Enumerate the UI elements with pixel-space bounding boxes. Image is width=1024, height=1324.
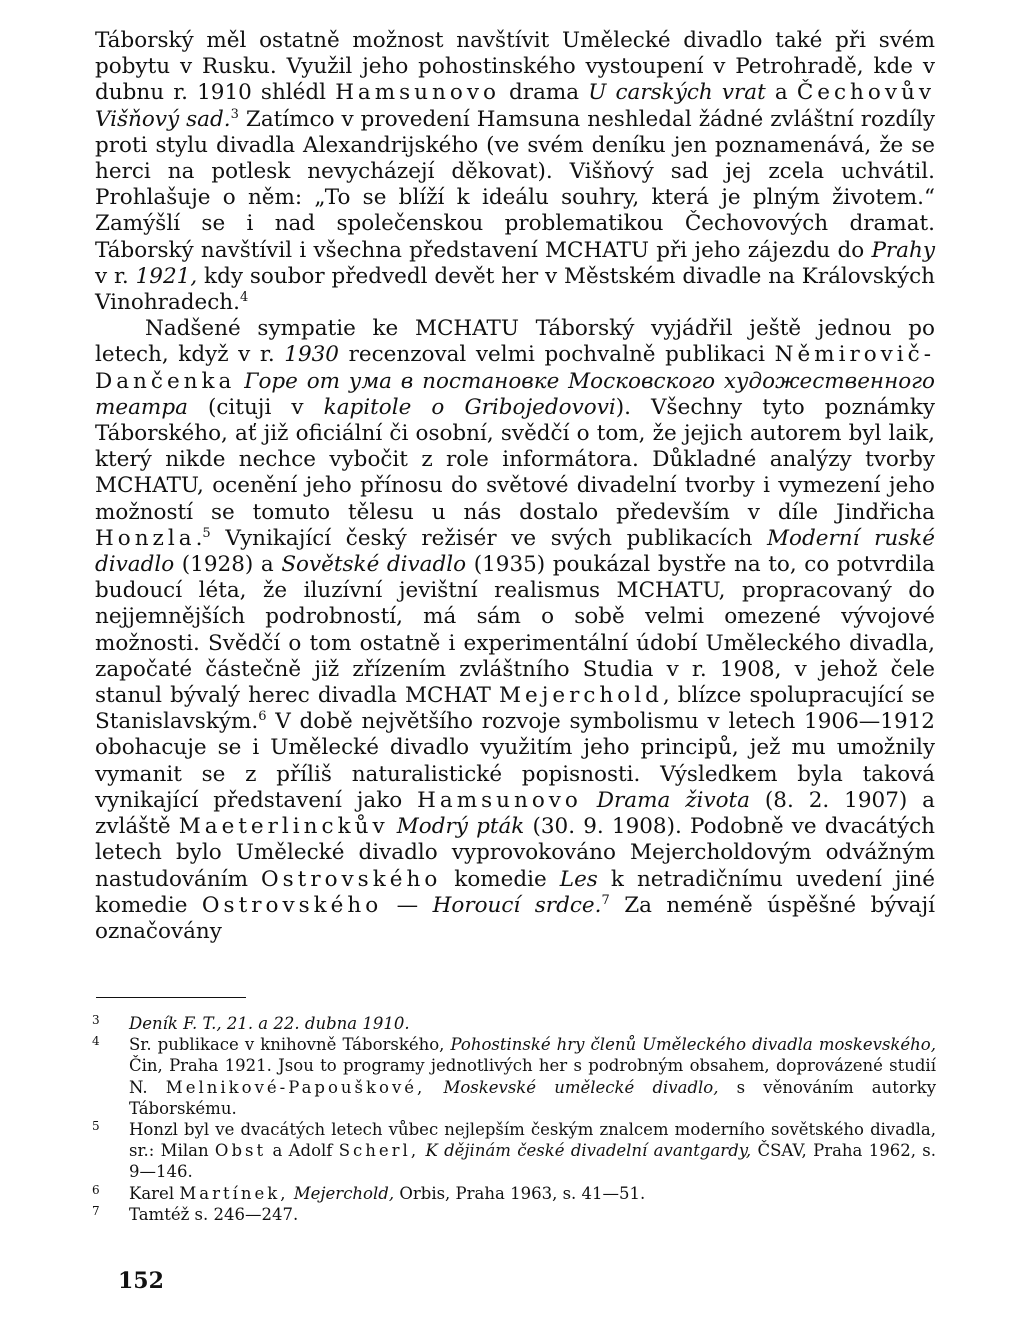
text-run: (8. 2. 1907) a zvláště <box>95 787 935 840</box>
footnote-ref: 3 <box>230 106 239 122</box>
paragraph-2 <box>95 316 935 945</box>
text-run <box>389 814 397 839</box>
footnote-spaced-name: Melnikové-Papouškové, <box>165 1077 426 1097</box>
text-run: ). Všechny tyto poznámky Táborského, ať již oficiální či osobní, svědčí o tom, že jejich autorem byl laik, který nikde nechce vybočit z role informátora. Důkladné analýzy tvorby MCHATU, ocenění jeho přínosu do světové divadelní tvorby i vymezení jeho možností se tomuto tělesu u nás dostalo především v díle Jindřicha <box>95 394 936 525</box>
footnote-number: 5 <box>92 1119 100 1134</box>
text-run: (cituji v <box>187 394 324 420</box>
italic-title: 1921, <box>135 263 198 289</box>
footnote-text: a Adolf <box>266 1141 339 1161</box>
footnote-spaced-name: Obst <box>214 1141 267 1161</box>
italic-title: kapitole o Gribojedovovi <box>323 394 616 420</box>
spaced-name: Ostrovského <box>261 866 442 892</box>
footnote-text: Sr. publikace v knihovně Táborského, <box>129 1035 451 1055</box>
footnote-text: Tamtéž s. 246—247. <box>129 1204 299 1224</box>
footnote-ref: 7 <box>601 892 610 908</box>
text-run: recenzoval velmi pochvalně publikaci <box>338 342 775 368</box>
text-run: V době největšího rozvoje symbolismu v letech 1906—1912 obohacuje se i Umělecké divadlo využitím jeho principů, jež mu umožnily vymanit se z příliš naturalistické popisnosti. Výsledkem byla taková vynikající představení jako <box>95 709 935 813</box>
footnote-italic: Moskevské umělecké divadlo, <box>443 1077 719 1097</box>
spaced-name: Mejerchold <box>498 683 663 709</box>
text-run: Nadšené sympatie ke MCHATU Táborský vyjádřil ještě jednou po letech, když v r. <box>95 316 935 368</box>
page-number: 152 <box>118 1268 164 1294</box>
footnote-6 <box>92 1183 936 1204</box>
footnote-3 <box>92 1013 936 1034</box>
italic-title: Les <box>559 866 598 892</box>
text-run <box>582 788 597 813</box>
footnote-italic: Pohostinské hry členů Uměleckého divadla moskevského, <box>450 1035 936 1055</box>
text-run: (1928) a <box>174 552 282 578</box>
italic-title: Prahy <box>871 237 935 263</box>
footnote-text: Deník F. T., 21. a 22. dubna 1910. <box>129 1014 410 1033</box>
text-run: , blízce spolupracující se Stanislavským. <box>95 683 935 735</box>
italic-title: Drama života <box>596 787 750 813</box>
italic-title: Moderní ruské divadlo <box>95 525 935 578</box>
paragraph-1 <box>95 28 935 316</box>
italic-title: Горе от ума в постановке Московского художественного театра <box>95 368 935 420</box>
text-run: komedie <box>441 866 560 892</box>
footnotes <box>92 1013 936 1225</box>
text-run: drama <box>499 80 589 106</box>
footnote-ref: 6 <box>258 709 267 725</box>
footnote-spaced-name: Scherl, <box>338 1141 420 1161</box>
text-run: k netradičnímu uvedení jiné komedie <box>95 866 935 918</box>
text-run: (30. 9. 1908). Podobně ve dvacátých letech bylo Umělecké divadlo vyprovokováno Mejercholdovým odvážným nastudováním <box>95 814 936 892</box>
italic-title: Sovětské divadlo <box>281 552 467 578</box>
text-run <box>235 369 244 394</box>
footnote-text: s věnováním autorky Táborskému. <box>129 1077 937 1118</box>
footnote-number: 6 <box>92 1182 100 1197</box>
spaced-name: Honzla <box>95 525 196 551</box>
footnote-ref: 4 <box>239 289 249 305</box>
text-run: . <box>195 525 203 551</box>
footnote-4 <box>92 1034 936 1119</box>
footnote-divider <box>96 997 246 998</box>
footnote-italic: K dějinám české divadelní avantgardy, <box>425 1141 752 1161</box>
spaced-name: Hamsunovo <box>335 80 500 106</box>
spaced-name: Němirovič-Dančenka <box>95 342 935 394</box>
spaced-name: Ostrovského <box>201 892 383 918</box>
footnote-number: 7 <box>92 1203 100 1218</box>
spaced-name: Maeterlinckův <box>178 814 389 840</box>
text-run: Táborský měl ostatně možnost navštívit Umělecké divadlo také při svém pobytu v Rusku. Využil jeho pohostinského vystoupení v Petrohradě, kde v dubnu r. 1910 shlédl <box>95 28 935 106</box>
footnote-ref: 5 <box>202 525 211 541</box>
footnote-italic: Mejerchold, <box>293 1183 395 1203</box>
text-run: Vynikající český režisér ve svých publikacích <box>210 525 767 551</box>
text-run: — <box>382 892 433 918</box>
italic-title: Modrý pták <box>396 814 525 840</box>
footnote-text: Orbis, Praha 1963, s. 41—51. <box>394 1183 646 1203</box>
text-run: a <box>765 80 797 106</box>
spaced-name: Hamsunovo <box>417 787 582 813</box>
main-text <box>95 28 935 945</box>
footnote-text: Honzl byl ve dvacátých letech vůbec nejlepším českým znalcem moderního sovětského divadla, sr.: Milan <box>129 1120 936 1161</box>
footnote-7 <box>92 1204 936 1225</box>
footnote-text <box>425 1078 443 1097</box>
italic-title: 1930 <box>284 342 339 368</box>
footnote-text: Karel <box>129 1183 180 1203</box>
footnote-text: ČSAV, Praha 1962, s. 9—146. <box>129 1141 936 1182</box>
text-run: (1935) poukázal bystře na to, co potvrdila budoucí léta, že iluzívní jevištní realismus MCHATU, propracovaný do nejjemnějších podrobností, má sám o sobě velmi omezené vývojové možnosti. Svědčí o tom ostatně i experimentální údobí Uměleckého divadla, započaté částečně již zřízením zvláštního Studia v r. 1908, v jehož čele stanul bývalý herec divadla MCHAT <box>95 552 936 709</box>
footnote-number: 3 <box>92 1013 100 1027</box>
italic-title: Horoucí srdce. <box>432 892 602 918</box>
footnote-text: Čin, Praha 1921. Jsou to programy jednotlivých her s podrobným obsahem, doprovázené studií N. <box>129 1056 936 1097</box>
italic-title: U carských vrat <box>588 80 766 106</box>
footnote-5 <box>92 1119 936 1183</box>
footnote-spaced-name: Martínek, <box>179 1183 289 1203</box>
text-run: v r. <box>95 263 136 289</box>
spaced-name: Čechovův <box>796 80 935 106</box>
italic-title: Višňový sad. <box>95 106 231 132</box>
footnote-number: 4 <box>92 1034 100 1049</box>
text-run: Zatímco v provedení Hamsuna neshledal žádné zvláštní rozdíly proti stylu divadla Alexandrijského (ve svém deníku jen poznamenává, že se herci na potlesk nevycházejí děkovat). Višňový sad jej zcela uchvátil. Prohlašuje o něm: „To se blíží k ideálu souhry, která je plným životem.“ Zamýšlí se i nad společenskou problematikou Čechovových dramat. Táborský navštívil i všechna představení MCHATU při jeho zájezdu do <box>95 106 935 263</box>
text-run: kdy soubor předvedl devět her v Městském divadle na Královských Vinohradech. <box>95 263 935 316</box>
text-run: Za neméně úspěšné bývají označovány <box>95 892 936 944</box>
